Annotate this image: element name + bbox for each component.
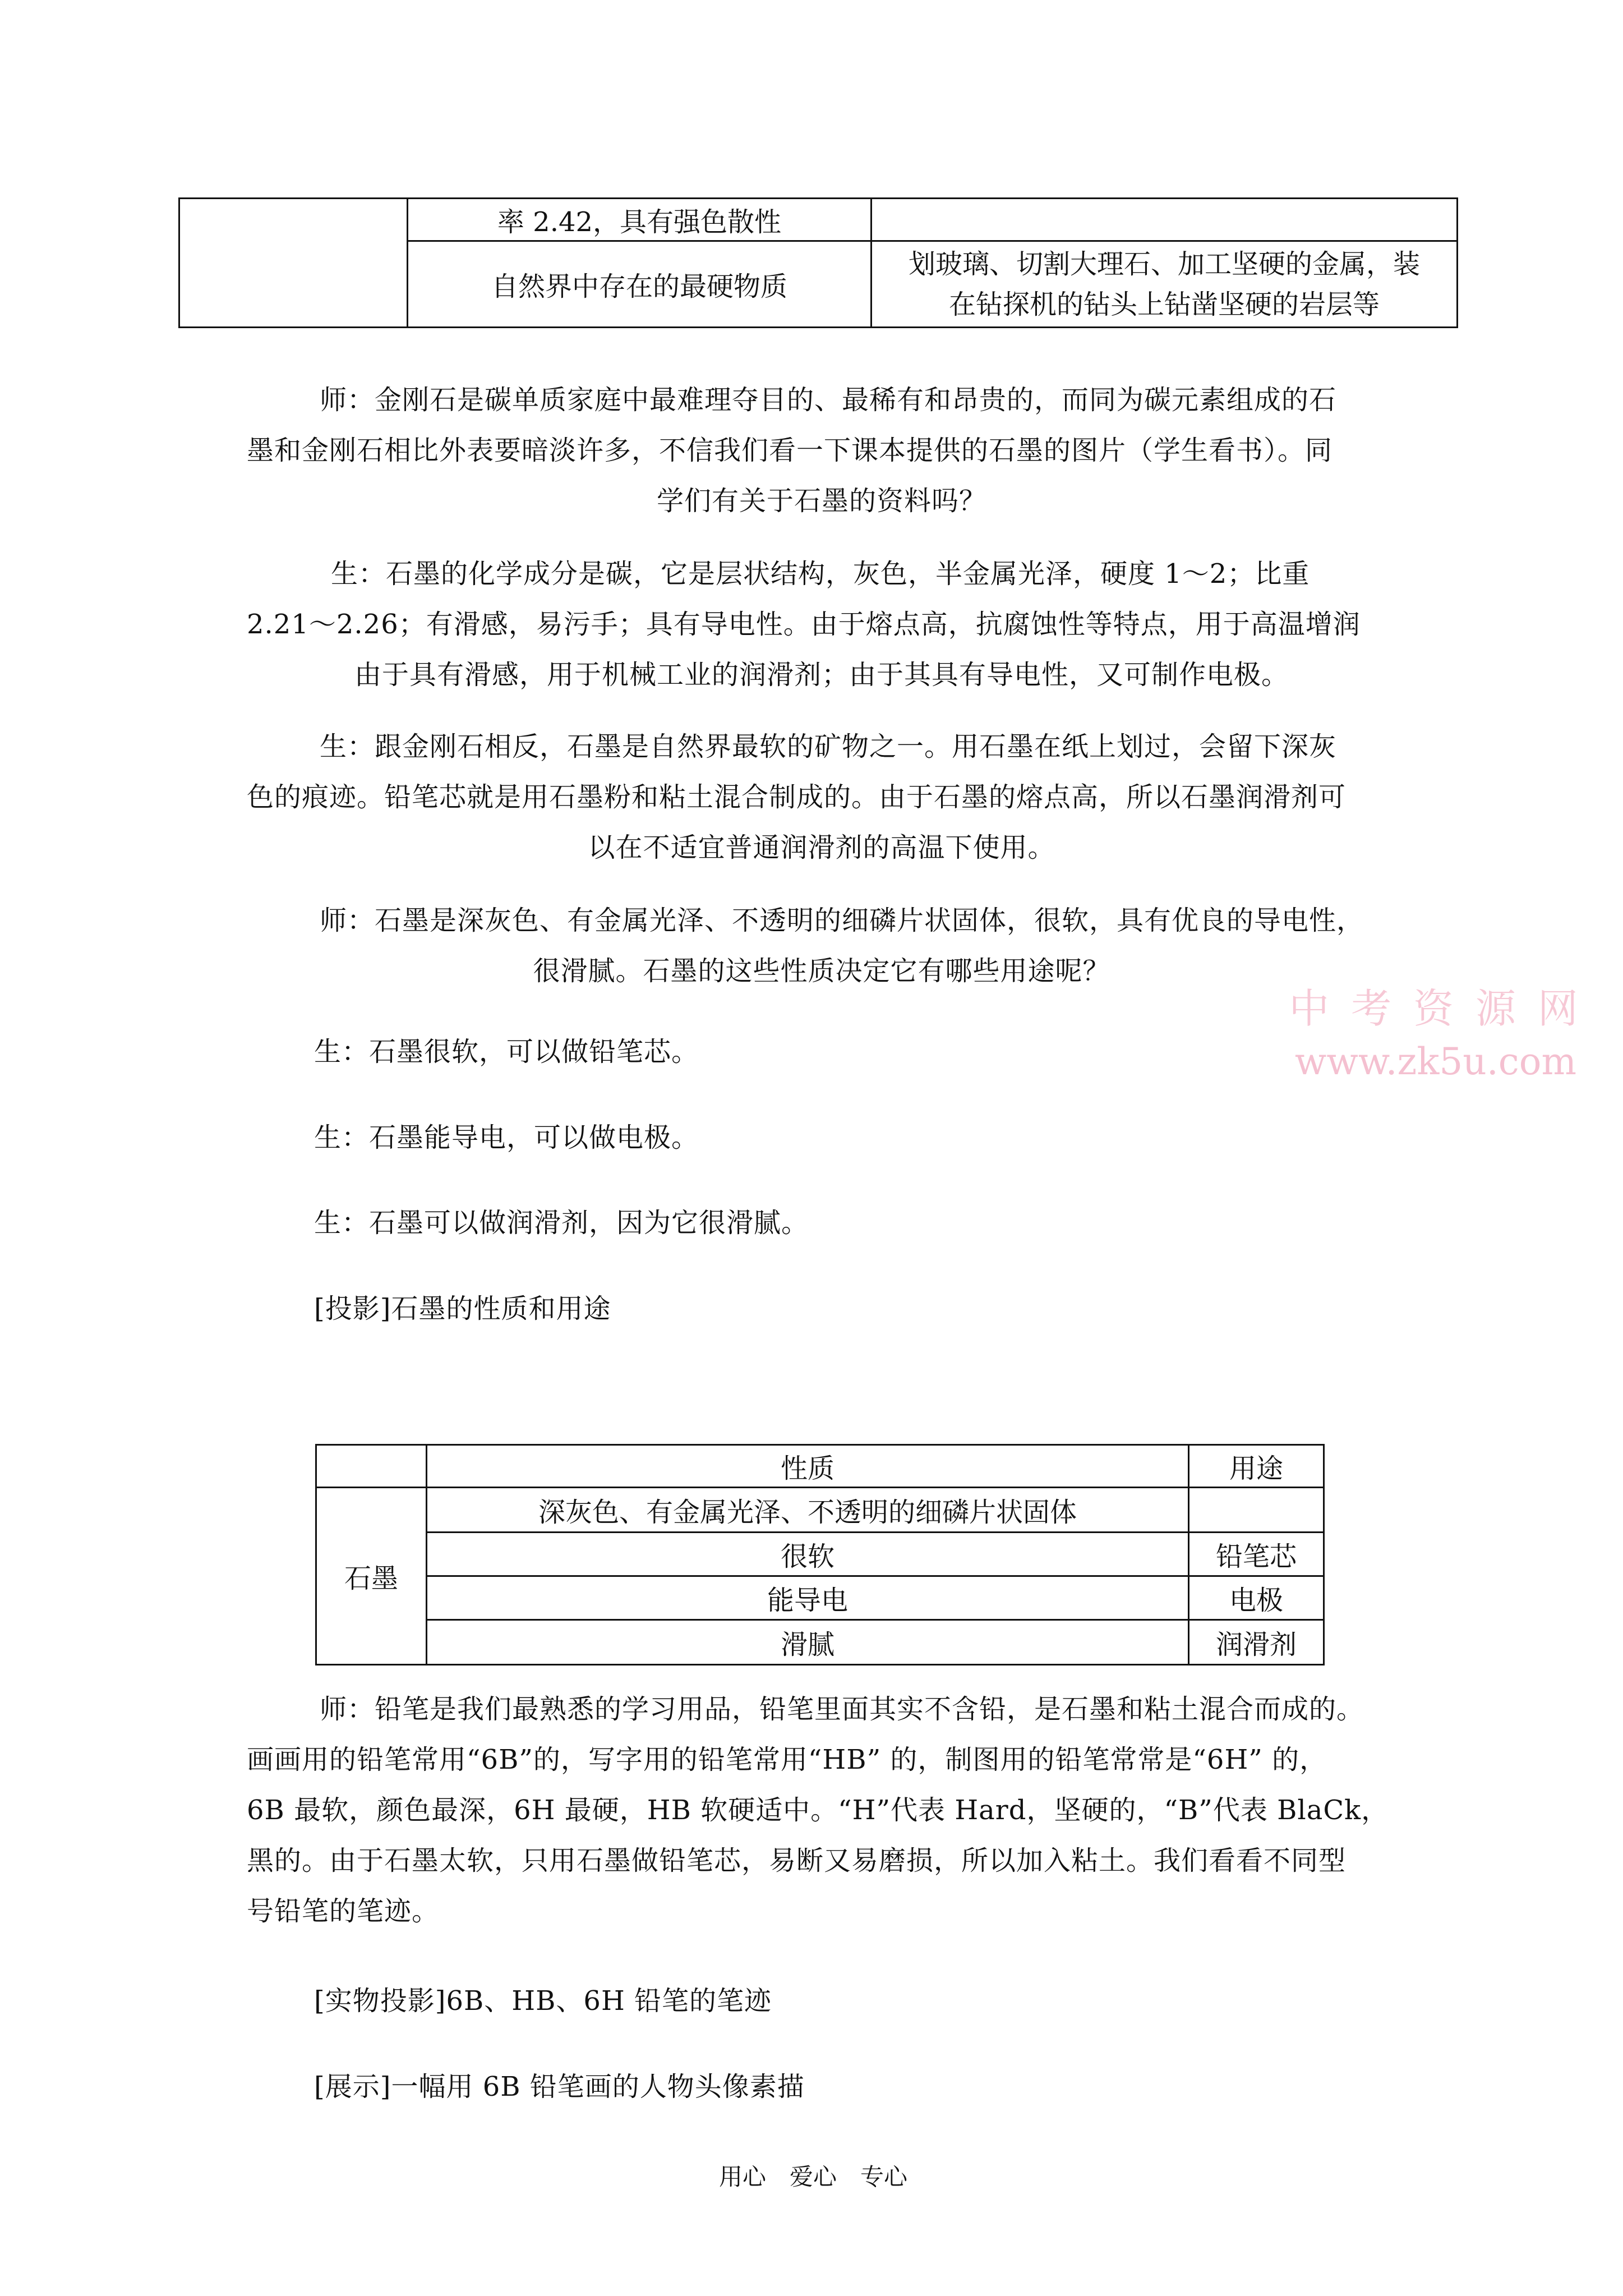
graphite-properties-table xyxy=(315,1444,1325,1665)
table-header-use: 用途 xyxy=(1189,1445,1324,1488)
table-row-label-graphite: 石墨 xyxy=(316,1488,427,1665)
paragraph-student-graphite-info xyxy=(247,549,1396,700)
table-cell-use: 润滑剂 xyxy=(1189,1620,1324,1665)
top-table-empty-cell xyxy=(179,199,408,328)
table-cell-use: 铅笔芯 xyxy=(1189,1533,1324,1576)
display-heading: [展示]一幅用 6B 铅笔画的人物头像素描 xyxy=(314,2071,805,2102)
table-cell-property: 深灰色、有金属光泽、不透明的细磷片状固体 xyxy=(427,1488,1189,1533)
paragraph-student-softest-mineral xyxy=(247,721,1396,873)
paragraph-teacher-properties xyxy=(247,895,1396,996)
top-table xyxy=(178,197,1458,328)
text-line: 生：跟金刚石相反，石墨是自然界最软的矿物之一。用石墨在纸上划过，会留下深灰 xyxy=(320,731,1337,762)
top-table-row2-use xyxy=(872,241,1458,328)
text-line: 由于具有滑感，用于机械工业的润滑剂；由于其具有导电性，又可制作电极。 xyxy=(354,659,1289,691)
text-line: 以在不适宜普通润滑剂的高温下使用。 xyxy=(588,832,1055,863)
text-line: 2.21～2.26；有滑感，易污手；具有导电性。由于熔点高，抗腐蚀性等特点，用于高温增润 xyxy=(247,609,1361,640)
page-footer: 用心 爱心 专心 xyxy=(718,2163,907,2191)
text-line: 6B 最软，颜色最深，6H 最硬，HB 软硬适中。“H”代表 Hard，坚硬的，“B”代表 BlaCk， xyxy=(247,1795,1389,1826)
top-table-row2-property: 自然界中存在的最硬物质 xyxy=(408,241,872,328)
student-answer-pencil: 生：石墨很软，可以做铅笔芯。 xyxy=(314,1036,699,1068)
table-header-blank xyxy=(316,1445,427,1488)
text-line: 师：石墨是深灰色、有金属光泽、不透明的细磷片状固体，很软，具有优良的导电性， xyxy=(320,905,1364,936)
text-line: 画画用的铅笔常用“6B”的，写字用的铅笔常用“HB” 的，制图用的铅笔常常是“6H” 的， xyxy=(247,1744,1327,1775)
text-line: 黑的。由于石墨太软，只用石墨做铅笔芯，易断又易磨损，所以加入粘土。我们看看不同型 xyxy=(247,1845,1347,1876)
top-table-row2-use-line: 在钻探机的钻头上钻凿坚硬的岩层等 xyxy=(948,288,1380,320)
top-table-row1-property: 率 2.42，具有强色散性 xyxy=(408,199,872,241)
top-table-row2-use-line: 划玻璃、切割大理石、加工坚硬的金属，装 xyxy=(908,248,1420,280)
text-line: 很滑腻。石墨的这些性质决定它有哪些用途呢？ xyxy=(533,955,1110,987)
table-cell-property: 滑腻 xyxy=(427,1620,1189,1665)
paragraph-teacher-intro xyxy=(247,375,1396,526)
table-cell-property: 能导电 xyxy=(427,1576,1189,1620)
text-line: 号铅笔的笔迹。 xyxy=(247,1895,440,1927)
projection-heading: [投影]石墨的性质和用途 xyxy=(314,1293,611,1324)
text-line: 色的痕迹。铅笔芯就是用石墨粉和粘土混合制成的。由于石墨的熔点高，所以石墨润滑剂可 xyxy=(247,781,1347,813)
table-cell-property: 很软 xyxy=(427,1533,1189,1576)
text-line: 生：石墨的化学成分是碳，它是层状结构，灰色，半金属光泽，硬度 1～2；比重 xyxy=(331,558,1310,590)
physical-projection-heading: [实物投影]6B、HB、6H 铅笔的笔迹 xyxy=(314,1985,772,2017)
top-table-row1-use xyxy=(872,199,1458,241)
watermark xyxy=(1267,976,1604,1083)
watermark-line1: 中 考 资 源 网 xyxy=(1289,985,1583,1032)
paragraph-teacher-pencil xyxy=(247,1684,1396,1936)
text-line: 学们有关于石墨的资料吗？ xyxy=(656,485,986,517)
table-cell-use: 电极 xyxy=(1189,1576,1324,1620)
watermark-line2: www.zk5u.com xyxy=(1294,1040,1577,1083)
table-header-property: 性质 xyxy=(427,1445,1189,1488)
text-line: 师：铅笔是我们最熟悉的学习用品，铅笔里面其实不含铅，是石墨和粘土混合而成的。 xyxy=(320,1694,1364,1725)
text-line: 师：金刚石是碳单质家庭中最难理夺目的、最稀有和昂贵的，而同为碳元素组成的石 xyxy=(320,384,1337,416)
text-line: 墨和金刚石相比外表要暗淡许多，不信我们看一下课本提供的石墨的图片（学生看书）。同 xyxy=(247,435,1333,466)
student-answer-electrode: 生：石墨能导电，可以做电极。 xyxy=(314,1122,699,1153)
table-cell-use xyxy=(1189,1488,1324,1533)
student-answer-lubricant: 生：石墨可以做润滑剂，因为它很滑腻。 xyxy=(314,1207,809,1239)
